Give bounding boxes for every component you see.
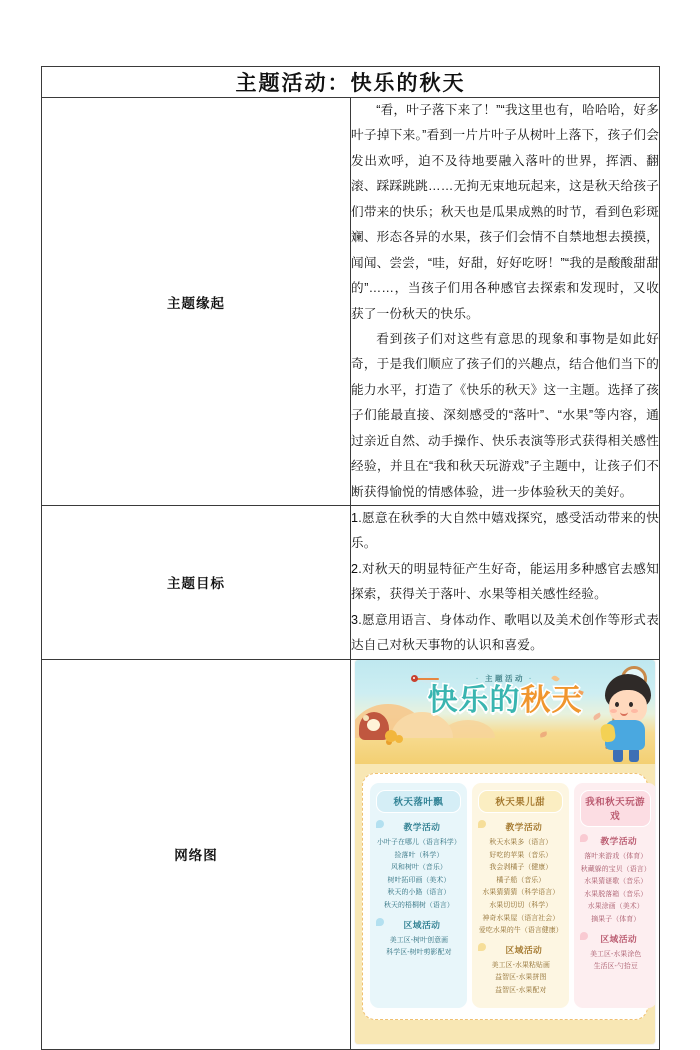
list-item: 秋天的梧桐树（语言）	[383, 901, 454, 909]
list-item: 小叶子在哪儿（语言科学）	[377, 839, 461, 847]
subtheme-heading-leaves: 秋天落叶飘	[376, 790, 461, 814]
list-item: 益智区-水果配对	[495, 986, 547, 994]
subtheme-columns	[370, 783, 651, 1009]
area-activity-list	[478, 960, 563, 998]
goals-body	[351, 506, 660, 660]
goal-item-2: 2.对秋天的明显特征产生好奇，能运用多种感官去感知探索，获得关于落叶、水果等相关感性经验。	[351, 561, 659, 602]
theme-poster	[355, 660, 655, 1045]
network-map-card	[362, 773, 651, 1021]
poster-footer-strip	[355, 1042, 655, 1044]
list-item: 爱吃水果的牛（语言健康）	[478, 927, 563, 935]
list-item: 橘子船（音乐）	[496, 876, 546, 884]
row-label-network-map: 网络图	[42, 659, 351, 1050]
area-activity-list	[376, 935, 461, 960]
section-title-area: 区域活动	[587, 932, 651, 945]
list-item: 好吃的苹果（音乐）	[489, 851, 553, 859]
subtheme-column-leaves	[370, 783, 467, 1009]
list-item: 秋天水果多（语言）	[489, 839, 553, 847]
list-item: 神奇水果屋（语言社会）	[482, 914, 560, 922]
table-row-goals	[42, 506, 660, 660]
list-item: 美工区-水果粘贴画	[491, 961, 550, 969]
area-activity-list	[580, 949, 651, 974]
list-item: 美工区-水果涂色	[590, 950, 642, 958]
falling-leaf-icon	[540, 731, 548, 737]
origin-paragraph-1: “看，叶子落下来了！”“我这里也有，哈哈哈，好多叶子掉下来。”看到一片片叶子从树叶上落下，孩子们会发出欢呼，迫不及待地要融入落叶的世界，挥洒、翻滚、踩踩跳跳……无拘无束地玩起来，这是秋天给孩子们带来的快乐；秋天也是瓜果成熟的时节，看到色彩斑斓、形态各异的水果，孩子们会情不自禁地想去摸摸，闻闻、尝尝，“哇，好甜，好好吃呀！”“我的是酸酸甜甜的”……，当孩子们用各种感官去探索和发现时，又收获了一份秋天的快乐。	[351, 103, 659, 321]
list-item: 水果猜猜猜（科学语言）	[482, 889, 560, 897]
row-label-goals: 主题目标	[42, 506, 351, 660]
subtheme-column-games	[574, 783, 655, 1009]
kicker-dot-right: ·	[529, 673, 534, 683]
list-item: 摘果子（体育）	[591, 915, 641, 923]
flower-icon	[385, 730, 397, 742]
origin-paragraph-2: 看到孩子们对这些有意思的现象和事物是如此好奇，于是我们顺应了孩子们的兴趣点，结合他们当下的能力水平，打造了《快乐的秋天》这一主题。选择了孩子们能最直接、深刻感受的“落叶”、“水果”等内容，通过亲近自然、动手操作、快乐表演等形式获得相关感性经验，并且在“我和秋天玩游戏”子主题中，让孩子们不断获得愉悦的情感体验，进一步体验秋天的美好。	[351, 331, 659, 499]
poster-body	[355, 764, 655, 1043]
list-item: 秋天的小路（语言）	[387, 889, 451, 897]
section-title-teaching: 教学活动	[587, 834, 651, 847]
theme-activity-table	[41, 66, 660, 1050]
teaching-activity-list	[478, 837, 563, 938]
list-item: 捡落叶（科学）	[394, 851, 444, 859]
list-item: 水果切切切（科学）	[489, 901, 553, 909]
goal-item-1: 1.愿意在秋季的大自然中嬉戏探究，感受活动带来的快乐。	[351, 511, 659, 551]
section-title-area: 区域活动	[485, 943, 563, 956]
kicker-text: 主题活动	[485, 673, 525, 683]
list-item: 水果脱落箱（音乐）	[584, 890, 648, 898]
list-item: 水果猜谜歌（音乐）	[584, 878, 648, 886]
list-item: 树叶拓印画（美术）	[387, 876, 451, 884]
poster-title-part1: 快乐的	[427, 682, 521, 718]
teaching-activity-list	[376, 837, 461, 912]
list-item: 益智区-水果拼图	[495, 974, 547, 982]
poster-header-banner	[355, 660, 655, 764]
list-item: 科学区-树叶剪影配对	[386, 949, 452, 957]
list-item: 美工区-树叶创意画	[389, 936, 449, 944]
kicker-dot-left: ·	[476, 673, 481, 683]
list-item: 生活区-勺拾豆	[593, 963, 638, 971]
subtheme-heading-games: 我和秋天玩游戏	[580, 790, 651, 828]
list-item: 水果涂画（美术）	[587, 903, 644, 911]
goal-item-3: 3.愿意用语言、身体动作、歌唱以及美术创作等形式表达自己对秋天事物的认识和喜爱。	[351, 612, 659, 653]
section-title-teaching: 教学活动	[485, 820, 563, 833]
origin-body	[351, 98, 660, 506]
list-item: 秋藏躲的宝贝（语言）	[580, 865, 651, 873]
section-title-area: 区域活动	[383, 918, 461, 931]
page-title: 主题活动：快乐的秋天	[42, 67, 660, 98]
teaching-activity-list	[580, 851, 651, 926]
subtheme-column-fruit	[472, 783, 569, 1009]
table-row-origin	[42, 98, 660, 506]
table-row-title	[42, 67, 660, 98]
row-label-origin: 主题缘起	[42, 98, 351, 506]
boy-with-net-illustration	[579, 664, 653, 760]
list-item: 我会剥橘子（健康）	[489, 864, 553, 872]
list-item: 落叶来游戏（体育）	[584, 853, 648, 861]
subtheme-heading-fruit: 秋天果儿甜	[478, 790, 563, 814]
table-row-network-map	[42, 659, 660, 1050]
section-title-teaching: 教学活动	[383, 820, 461, 833]
network-map-body	[351, 659, 660, 1050]
poster-title-part2: 秋天	[520, 682, 583, 718]
list-item: 风和树叶（音乐）	[390, 864, 447, 872]
